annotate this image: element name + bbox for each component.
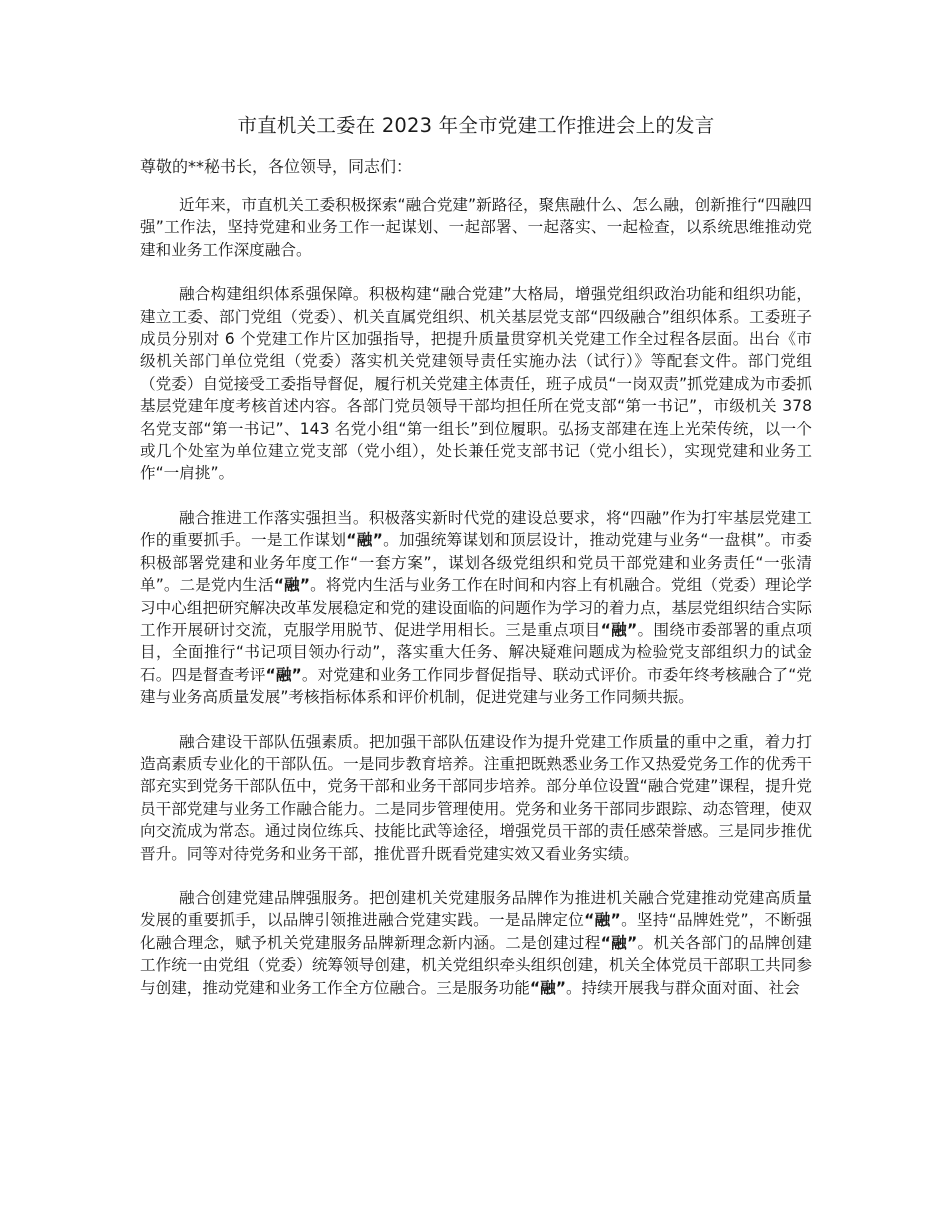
paragraph-intro: [140, 194, 812, 261]
emphasis-rong: “融”: [346, 531, 383, 550]
paragraph-text: 。将党内生活与业务工作在时间和内容上有机融合。党组（党委）理论学习中心组把研究解决改革发展稳定和党的建设面临的问题作为学习的着力点，基层党组织结合实际工作开展研讨交流，克服学用脱节、促进学用相长。三是重点项目: [140, 576, 812, 639]
emphasis-rong: “融”: [600, 933, 638, 952]
emphasis-rong: “融”: [600, 620, 638, 639]
greeting: 尊敬的**秘书长，各位领导，同志们：: [140, 157, 413, 176]
emphasis-rong: “融”: [584, 911, 621, 930]
paragraph-text: 融合创建党建品牌强服务。把创建机关党建服务品牌作为推进机关融合党建推动党建高质量发展的重要抓手，以品牌引领推进融合党建实践。一是品牌定位: [140, 888, 812, 930]
paragraph-text: 。持续开展我与群众面对面、社会: [565, 978, 800, 997]
paragraph-text: 融合推进工作落实强担当。积极落实新时代党的建设总要求，将“四融”作为打牢基层党建工作的重要抓手。一是工作谋划: [140, 508, 812, 550]
document-page: [140, 112, 812, 1021]
document-title: 市直机关工委在 2023 年全市党建工作推进会上的发言: [237, 114, 715, 137]
emphasis-rong: “融”: [265, 665, 302, 684]
paragraph-text: 。坚持“品牌姓党”，不断强化融合理念，赋予机关党建服务品牌新理念新内涵。二是创建过程: [140, 911, 812, 952]
paragraph-party-brand: [140, 887, 812, 999]
paragraph-text: 。对党建和业务工作同步督促指导、联动式评价。市委年终考核融合了“党建与业务高质量发展”考核指标体系和评价机制，促进党建与业务工作同频共振。: [140, 665, 812, 707]
paragraph-text: 近年来，市直机关工委积极探索“融合党建”新路径，聚焦融什么、怎么融，创新推行“四融四强”工作法，坚持党建和业务工作一起谋划、一起部署、一起落实、一起检查，以系统思维推动党建和业务工作深度融合。: [140, 196, 812, 259]
emphasis-rong: “融”: [529, 978, 566, 997]
paragraph-text: 。机关各部门的品牌创建工作统一由党组（党委）统筹领导创建，机关党组织牵头组织创建，机关全体党员干部职工共同参与创建，推动党建和业务工作全方位融合。三是服务功能: [140, 933, 812, 997]
paragraph-work-implementation: [140, 507, 812, 709]
paragraph-text: 。围绕市委部署的重点项目，全面推行“书记项目领办行动”，落实重大任务、解决疑难问题成为检验党支部组织力的试金石。四是督查考评: [140, 620, 812, 684]
paragraph-cadre-team: [140, 731, 812, 865]
paragraph-text: 。加强统筹谋划和顶层设计，推动党建与业务“一盘棋”。市委积极部署党建和业务年度工作“一套方案”，谋划各级党组织和党员干部党建和业务责任“一张清单”。二是党内生活: [140, 531, 812, 595]
paragraph-text: 融合构建组织体系强保障。积极构建“融合党建”大格局，增强党组织政治功能和组织功能，建立工委、部门党组（党委）、机关直属党组织、机关基层党支部“四级融合”组织体系。工委班子成员分别对 6 个党建工作片区加强指导，把提升质量贯穿机关党建工作全过程各层面。出台《市级机关部门单位党组（党委）落实机关党建领导责任实施办法（试行）》等配套文件。部门党组（党委）自觉接受工委指导督促，履行机关党建主体责任，班子成员“一岗双责”抓党建成为市委抓基层党建年度考核首述内容。各部门党员领导干部均担任所在党支部“第一书记”，市级机关 378 名党支部“第一书记”、143 名党小组“第一组长”到位履职。弘扬支部建在连上光荣传统，以一个或几个处室为单位建立党支部（党小组），处长兼任党支部书记（党小组长），实现党建和业务工作“一肩挑”。: [140, 285, 812, 483]
paragraph-organization: [140, 283, 812, 485]
paragraph-text: 融合建设干部队伍强素质。把加强干部队伍建设作为提升党建工作质量的重中之重，着力打造高素质专业化的干部队伍。一是同步教育培养。注重把既熟悉业务工作又热爱党务工作的优秀干部充实到党务干部队伍中，党务干部和业务干部同步培养。部分单位设置“融合党建”课程，提升党员干部党建与业务工作融合能力。二是同步管理使用。党务和业务干部同步跟踪、动态管理，使双向交流成为常态。通过岗位练兵、技能比武等途径，增强党员干部的责任感荣誉感。三是同步推优晋升。同等对待党务和业务干部，推优晋升既看党建实效又看业务实绩。: [140, 732, 812, 863]
emphasis-rong: “融”: [273, 576, 310, 595]
